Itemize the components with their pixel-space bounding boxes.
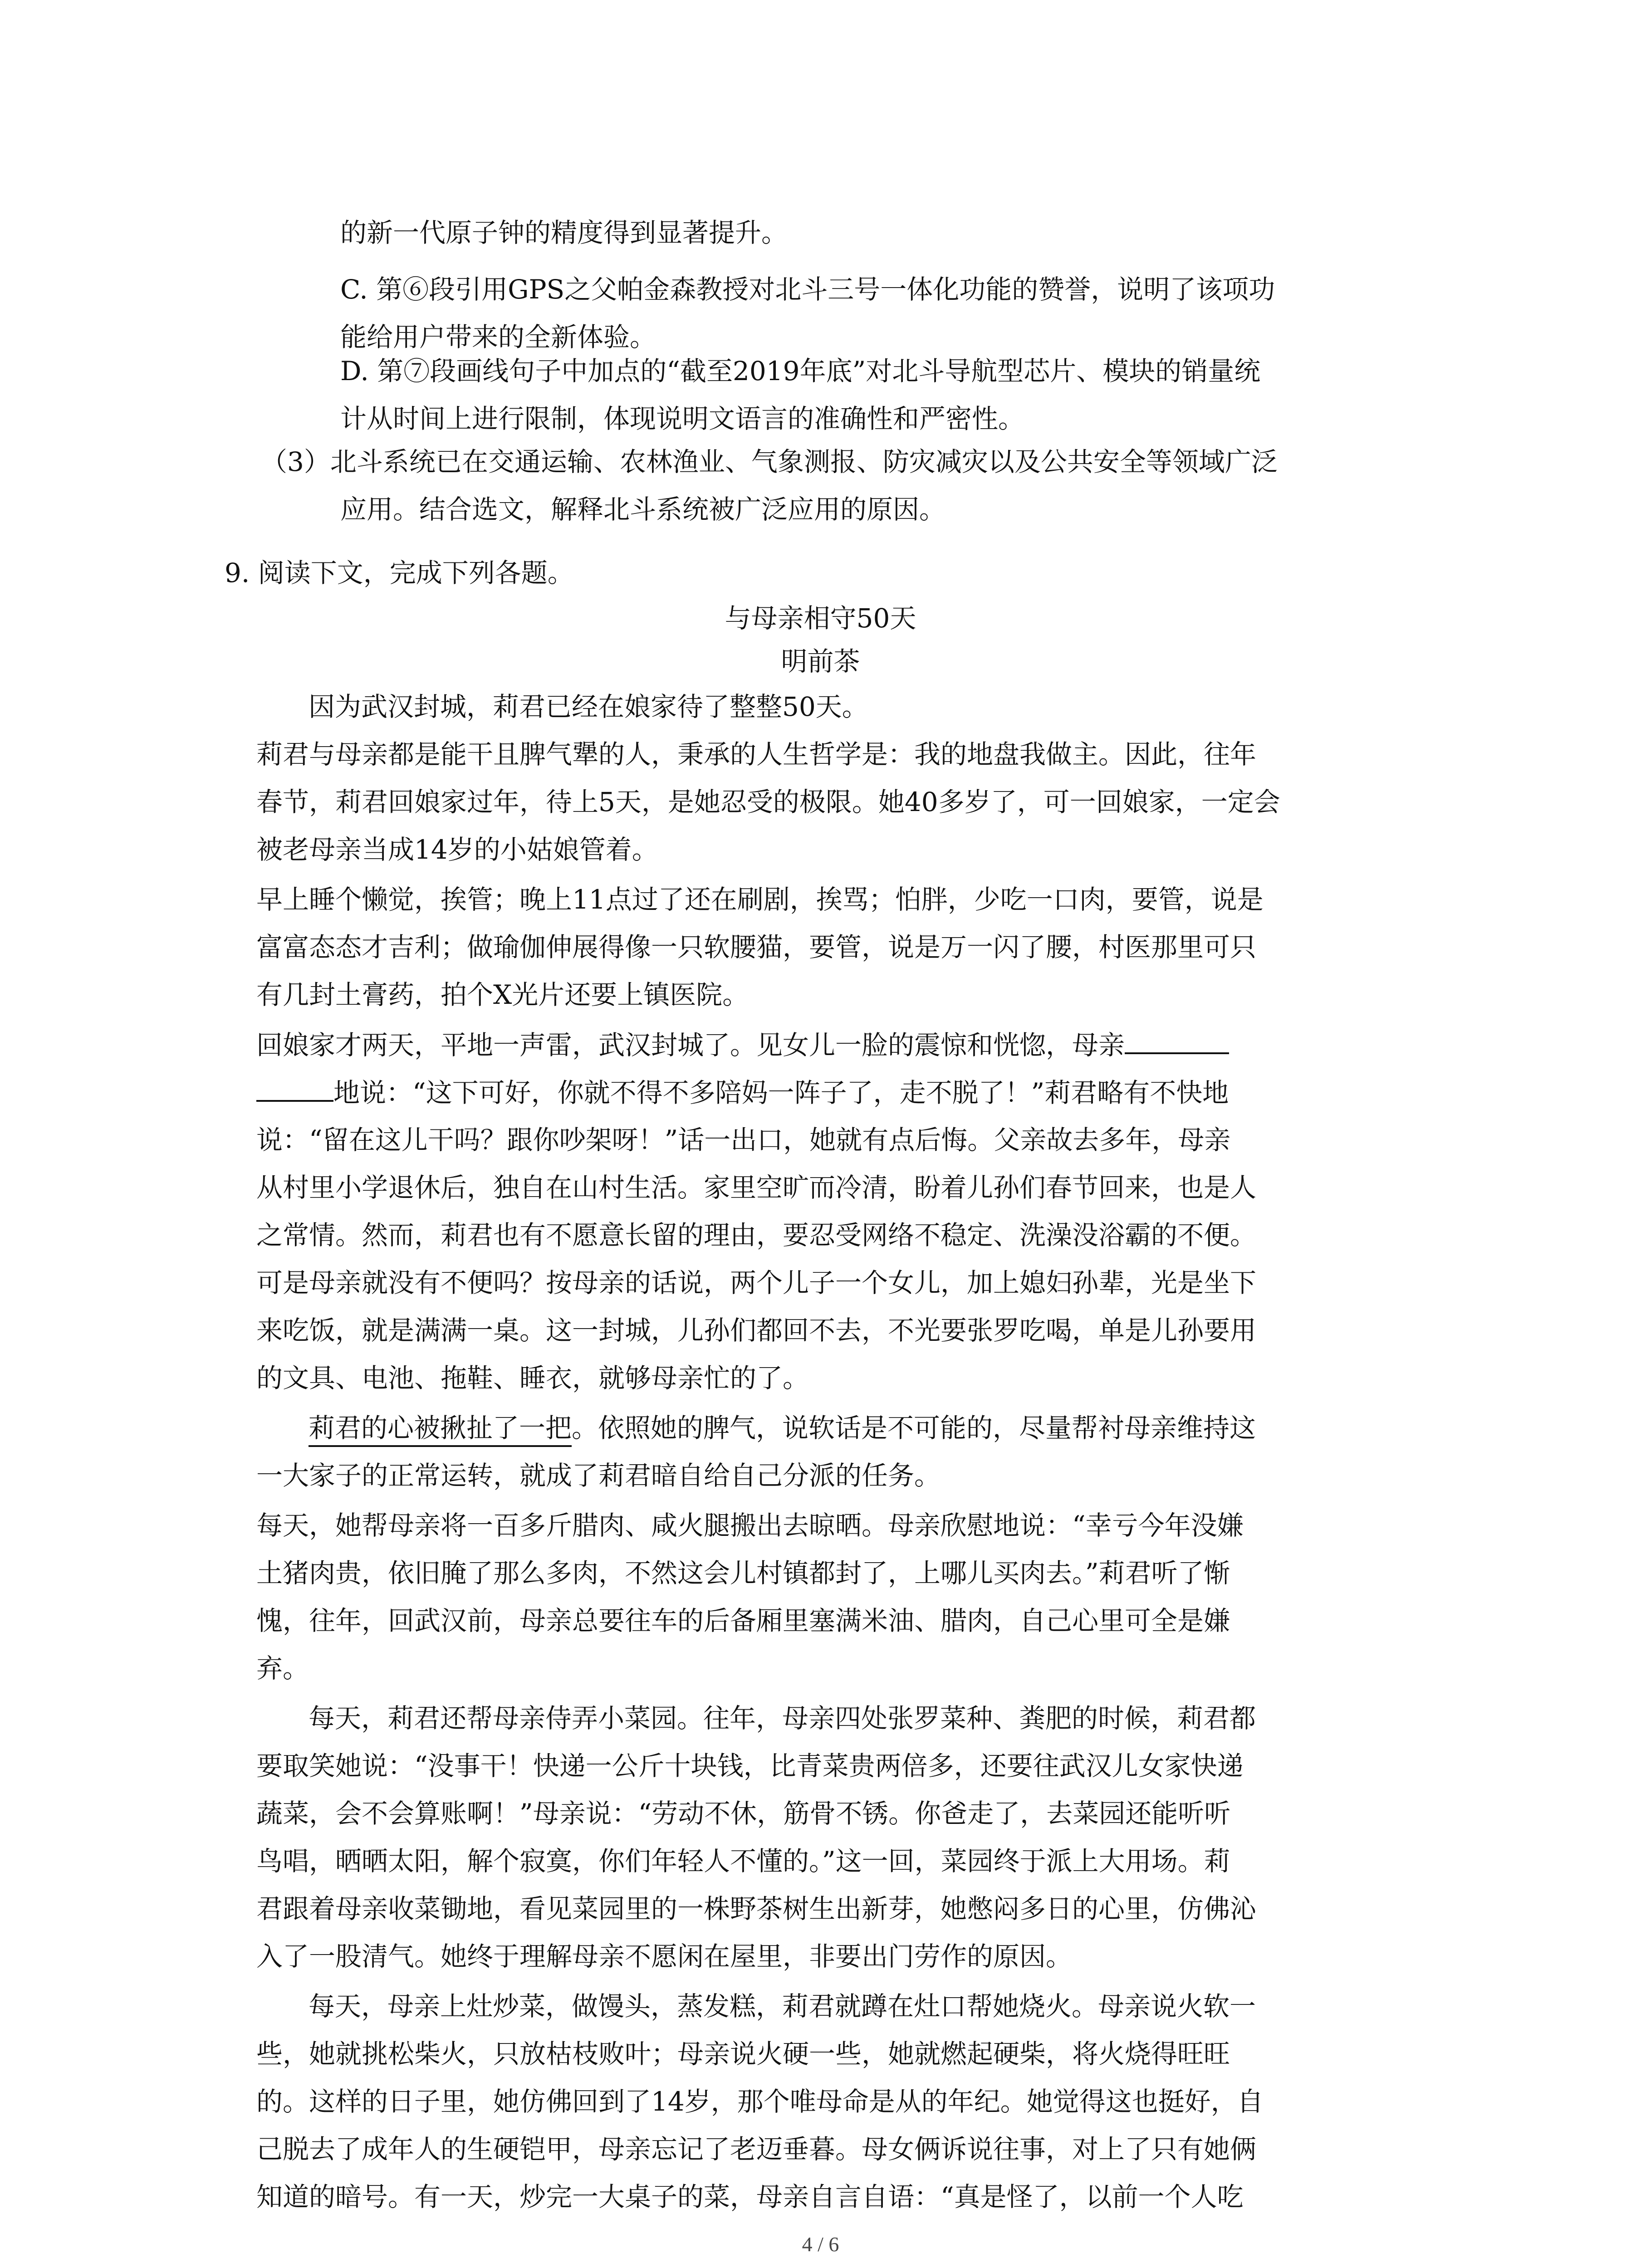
article-paragraph-3-line-3: 有几封土膏药，拍个X光片还要上镇医院。	[256, 979, 749, 1010]
paragraph-5-text: 。依照她的脾气，说软话是不可能的，尽量帮衬母亲维持这	[572, 1413, 1256, 1443]
article-paragraph-8-line-5: 知道的暗号。有一天，炒完一大桌子的菜，母亲自言自语：“真是怪了，以前一个人吃	[256, 2181, 1244, 2212]
q8-option-b-continuation: 的新一代原子钟的精度得到显著提升。	[340, 217, 788, 248]
article-paragraph-7-line-6: 入了一股清气。她终于理解母亲不愿闲在屋里，非要出门劳作的原因。	[256, 1941, 1073, 1972]
q8-subquestion-3-continuation: 应用。结合选文，解释北斗系统被广泛应用的原因。	[340, 494, 946, 525]
article-paragraph-8-line-2: 些，她就挑松柴火，只放枯枝败叶；母亲说火硬一些，她就燃起硬柴，将火烧得旺旺	[256, 2038, 1230, 2069]
article-paragraph-3-line-1: 早上睡个懒觉，挨管；晚上11点过了还在刷剧，挨骂；怕胖，少吃一口肉，要管，说是	[256, 884, 1264, 915]
article-paragraph-8-line-3: 的。这样的日子里，她仿佛回到了14岁，那个唯母命是从的年纪。她觉得这也挺好，自	[256, 2086, 1264, 2117]
article-paragraph-7-line-5: 君跟着母亲收菜锄地，看见菜园里的一株野茶树生出新芽，她憋闷多日的心里，仿佛沁	[256, 1893, 1257, 1924]
q9-prompt: 9. 阅读下文，完成下列各题。	[225, 557, 574, 588]
fill-in-blank-part-1[interactable]	[1125, 1021, 1229, 1054]
article-paragraph-2-line-3: 被老母亲当成14岁的小姑娘管着。	[256, 834, 658, 865]
article-title: 与母亲相守50天	[725, 603, 916, 634]
fill-in-blank-part-2[interactable]	[256, 1068, 333, 1102]
article-paragraph-4-line-3: 说：“留在这儿干吗？跟你吵架呀！”话一出口，她就有点后悔。父亲故去多年，母亲	[256, 1124, 1231, 1155]
paragraph-4-text-before-blank: 回娘家才两天，平地一声雷，武汉封城了。见女儿一脸的震惊和恍惚，母亲	[256, 1030, 1125, 1061]
article-paragraph-4-line-6: 可是母亲就没有不便吗？按母亲的话说，两个儿子一个女儿，加上媳妇孙辈，光是坐下	[256, 1267, 1257, 1298]
article-paragraph-5-line-2: 一大家子的正常运转，就成了莉君暗自给自己分派的任务。	[256, 1460, 941, 1491]
article-paragraph-4-line-5: 之常情。然而，莉君也有不愿意长留的理由，要忍受网络不稳定、洗澡没浴霸的不便。	[256, 1220, 1257, 1251]
article-paragraph-4-line-8: 的文具、电池、拖鞋、睡衣，就够母亲忙的了。	[256, 1363, 809, 1393]
article-paragraph-4-line-2	[256, 1068, 1229, 1117]
article-paragraph-2-line-1: 莉君与母亲都是能干且脾气犟的人，秉承的人生哲学是：我的地盘我做主。因此，往年	[256, 739, 1257, 770]
paragraph-4-text-after-blank: 地说：“这下可好，你就不得不多陪妈一阵子了，走不脱了！”莉君略有不快地	[333, 1077, 1229, 1108]
article-paragraph-6-line-3: 愧，往年，回武汉前，母亲总要往车的后备厢里塞满米油、腊肉，自己心里可全是嫌	[256, 1605, 1230, 1636]
article-paragraph-5-line-1	[309, 1404, 1256, 1452]
q8-option-c-continuation: 能给用户带来的全新体验。	[340, 322, 656, 352]
article-paragraph-6-line-1: 每天，她帮母亲将一百多斤腊肉、咸火腿搬出去晾晒。母亲欣慰地说：“幸亏今年没嫌	[256, 1510, 1244, 1541]
article-paragraph-7-line-3: 蔬菜，会不会算账啊！”母亲说：“劳动不休，筋骨不锈。你爸走了，去菜园还能听听	[256, 1798, 1231, 1829]
article-author: 明前茶	[781, 646, 860, 677]
article-paragraph-4-line-7: 来吃饭，就是满满一桌。这一封城，儿孙们都回不去，不光要张罗吃喝，单是儿孙要用	[256, 1315, 1257, 1346]
article-paragraph-1: 因为武汉封城，莉君已经在娘家待了整整50天。	[309, 691, 868, 722]
q8-subquestion-3: （3）北斗系统已在交通运输、农林渔业、气象测报、防灾减灾以及公共安全等领域广泛	[261, 446, 1278, 477]
article-paragraph-7-line-4: 鸟唱，晒晒太阳，解个寂寞，你们年轻人不懂的。”这一回，菜园终于派上大用场。莉	[256, 1846, 1230, 1877]
article-paragraph-7-line-1: 每天，莉君还帮母亲侍弄小菜园。往年，母亲四处张罗菜种、粪肥的时候，莉君都	[309, 1703, 1256, 1734]
article-paragraph-3-line-2: 富富态态才吉利；做瑜伽伸展得像一只软腰猫，要管，说是万一闪了腰，村医那里可只	[256, 932, 1257, 963]
article-paragraph-6-line-2: 土猪肉贵，依旧腌了那么多肉，不然这会儿村镇都封了，上哪儿买肉去。”莉君听了惭	[256, 1558, 1230, 1589]
q8-option-c: C. 第⑥段引用GPS之父帕金森教授对北斗三号一体化功能的赞誉，说明了该项功	[340, 274, 1275, 305]
page-number: 4 / 6	[802, 2233, 839, 2256]
q8-option-d: D. 第⑦段画线句子中加点的“截至2019年底”对北斗导航型芯片、模块的销量统	[340, 356, 1261, 386]
q8-option-d-continuation: 计从时间上进行限制，体现说明文语言的准确性和严密性。	[340, 403, 1025, 434]
article-paragraph-8-line-1: 每天，母亲上灶炒菜，做馒头，蒸发糕，莉君就蹲在灶口帮她烧火。母亲说火软一	[309, 1991, 1256, 2022]
article-paragraph-8-line-4: 己脱去了成年人的生硬铠甲，母亲忘记了老迈垂暮。母女俩诉说往事，对上了只有她俩	[256, 2134, 1257, 2165]
article-paragraph-4-line-1	[256, 1021, 1229, 1069]
article-paragraph-6-line-4: 弃。	[256, 1653, 309, 1684]
article-paragraph-7-line-2: 要取笑她说：“没事干！快递一公斤十块钱，比青菜贵两倍多，还要往武汉儿女家快递	[256, 1750, 1244, 1781]
article-paragraph-2-line-2: 春节，莉君回娘家过年，待上5天，是她忍受的极限。她40多岁了，可一回娘家，一定会	[256, 787, 1280, 817]
underlined-sentence: 莉君的心被揪扯了一把	[309, 1413, 572, 1447]
article-paragraph-4-line-4: 从村里小学退休后，独自在山村生活。家里空旷而冷清，盼着儿孙们春节回来，也是人	[256, 1172, 1257, 1203]
